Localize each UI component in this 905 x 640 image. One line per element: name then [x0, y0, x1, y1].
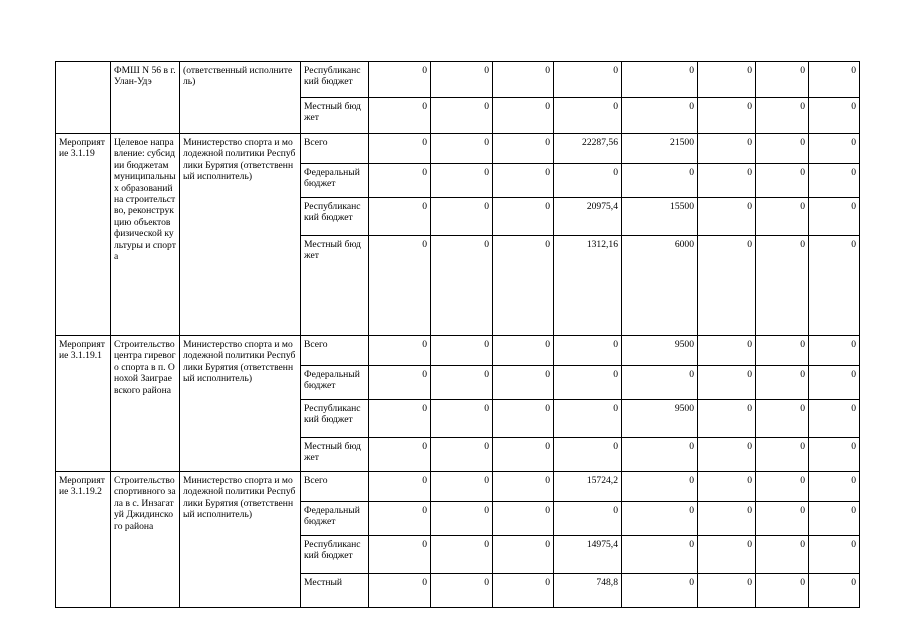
cell-value: 0 — [369, 502, 431, 536]
cell-value: 0 — [698, 98, 756, 134]
cell-value: 0 — [809, 502, 860, 536]
cell-value: 0 — [809, 536, 860, 574]
cell-value: 0 — [431, 164, 493, 198]
cell-budget-source: Всего — [301, 336, 369, 366]
cell-executor: Министерство спорта и молодежной политики Республики Бурятия (ответственный исполнитель) — [180, 336, 301, 472]
cell-value: 0 — [369, 198, 431, 236]
cell-value: 0 — [809, 366, 860, 400]
cell-value: 0 — [756, 134, 809, 164]
table-row — [56, 134, 860, 164]
cell-activity: Мероприятие 3.1.19.2 — [56, 472, 111, 608]
cell-value: 0 — [493, 502, 554, 536]
cell-value: 0 — [809, 472, 860, 502]
cell-value: 0 — [431, 472, 493, 502]
cell-value: 9500 — [622, 336, 698, 366]
cell-value: 0 — [369, 574, 431, 608]
cell-value: 15500 — [622, 198, 698, 236]
budget-table — [55, 61, 860, 608]
cell-value: 0 — [369, 472, 431, 502]
cell-value: 15724,2 — [554, 472, 622, 502]
cell-value: 0 — [369, 98, 431, 134]
cell-value: 0 — [698, 536, 756, 574]
cell-value: 0 — [756, 236, 809, 336]
cell-budget-source: Федеральный бюджет — [301, 164, 369, 198]
cell-budget-source: Всего — [301, 472, 369, 502]
cell-value: 0 — [431, 134, 493, 164]
cell-value: 0 — [698, 164, 756, 198]
cell-value: 0 — [493, 536, 554, 574]
cell-name: Строительство спортивного зала в с. Инзагатуй Джидинского района — [111, 472, 180, 608]
cell-value: 0 — [622, 164, 698, 198]
cell-value: 0 — [493, 164, 554, 198]
cell-value: 0 — [698, 574, 756, 608]
cell-value: 20975,4 — [554, 198, 622, 236]
cell-value: 0 — [756, 336, 809, 366]
cell-value: 0 — [493, 198, 554, 236]
cell-value: 0 — [622, 366, 698, 400]
cell-value: 0 — [622, 502, 698, 536]
cell-value: 0 — [493, 366, 554, 400]
cell-value: 0 — [756, 472, 809, 502]
cell-value: 0 — [809, 62, 860, 98]
cell-value: 0 — [369, 438, 431, 472]
cell-budget-source: Федеральный бюджет — [301, 366, 369, 400]
cell-value: 0 — [698, 502, 756, 536]
cell-value: 0 — [493, 62, 554, 98]
cell-value: 0 — [756, 574, 809, 608]
cell-value: 21500 — [622, 134, 698, 164]
cell-budget-source: Местный бюджет — [301, 438, 369, 472]
cell-value: 0 — [431, 198, 493, 236]
cell-value: 0 — [431, 438, 493, 472]
cell-value: 9500 — [622, 400, 698, 438]
cell-name: Целевое направление: субсидии бюджетам муниципальных образований на строительство, реконструкцию объектов физической культуры и спорта — [111, 134, 180, 336]
cell-value: 0 — [369, 236, 431, 336]
cell-budget-source: Федеральный бюджет — [301, 502, 369, 536]
cell-value: 1312,16 — [554, 236, 622, 336]
cell-value: 0 — [698, 198, 756, 236]
cell-value: 0 — [698, 400, 756, 438]
cell-value: 0 — [369, 134, 431, 164]
cell-value: 0 — [493, 472, 554, 502]
cell-executor: Министерство спорта и молодежной политики Республики Бурятия (ответственный исполнитель) — [180, 472, 301, 608]
cell-executor: (ответственный исполнитель) — [180, 62, 301, 134]
table-row — [56, 336, 860, 366]
cell-value: 748,8 — [554, 574, 622, 608]
cell-value: 0 — [698, 236, 756, 336]
cell-activity — [56, 62, 111, 134]
cell-value: 0 — [431, 574, 493, 608]
cell-value: 0 — [369, 164, 431, 198]
cell-value: 0 — [493, 134, 554, 164]
cell-value: 0 — [756, 366, 809, 400]
cell-value: 0 — [369, 336, 431, 366]
cell-value: 0 — [554, 400, 622, 438]
cell-value: 0 — [431, 502, 493, 536]
cell-value: 0 — [756, 164, 809, 198]
cell-value: 0 — [698, 472, 756, 502]
cell-value: 0 — [756, 438, 809, 472]
cell-value: 0 — [809, 164, 860, 198]
cell-value: 0 — [369, 400, 431, 438]
cell-budget-source: Всего — [301, 134, 369, 164]
cell-value: 0 — [698, 62, 756, 98]
cell-value: 0 — [493, 236, 554, 336]
cell-value: 0 — [756, 62, 809, 98]
cell-budget-source: Республиканский бюджет — [301, 62, 369, 98]
cell-value: 0 — [756, 502, 809, 536]
cell-value: 0 — [809, 236, 860, 336]
cell-value: 0 — [369, 62, 431, 98]
cell-budget-source: Местный бюджет — [301, 98, 369, 134]
cell-value: 0 — [369, 536, 431, 574]
cell-value: 0 — [431, 400, 493, 438]
cell-name: Строительство центра гиревого спорта в п. Онохой Заиграевского района — [111, 336, 180, 472]
cell-value: 0 — [809, 134, 860, 164]
cell-value: 0 — [493, 98, 554, 134]
cell-value: 0 — [809, 400, 860, 438]
cell-value: 0 — [622, 62, 698, 98]
cell-value: 0 — [809, 336, 860, 366]
cell-value: 0 — [622, 438, 698, 472]
cell-value: 0 — [554, 62, 622, 98]
cell-value: 0 — [431, 236, 493, 336]
cell-value: 0 — [493, 400, 554, 438]
cell-budget-source: Республиканский бюджет — [301, 400, 369, 438]
cell-value: 0 — [622, 536, 698, 574]
cell-value: 0 — [698, 336, 756, 366]
cell-activity: Мероприятие 3.1.19.1 — [56, 336, 111, 472]
cell-value: 0 — [756, 536, 809, 574]
cell-value: 0 — [756, 400, 809, 438]
cell-value: 0 — [756, 98, 809, 134]
cell-value: 0 — [554, 336, 622, 366]
cell-value: 0 — [493, 438, 554, 472]
cell-value: 14975,4 — [554, 536, 622, 574]
cell-value: 0 — [369, 366, 431, 400]
cell-value: 0 — [809, 198, 860, 236]
cell-value: 0 — [809, 574, 860, 608]
cell-value: 0 — [493, 336, 554, 366]
cell-budget-source: Местный бюджет — [301, 236, 369, 336]
cell-value: 0 — [698, 438, 756, 472]
cell-value: 0 — [431, 366, 493, 400]
cell-budget-source: Республиканский бюджет — [301, 198, 369, 236]
cell-value: 0 — [622, 472, 698, 502]
cell-value: 0 — [698, 366, 756, 400]
cell-value: 0 — [622, 574, 698, 608]
cell-value: 0 — [431, 336, 493, 366]
cell-value: 0 — [809, 98, 860, 134]
cell-value: 0 — [554, 502, 622, 536]
table-row — [56, 472, 860, 502]
cell-value: 6000 — [622, 236, 698, 336]
cell-value: 22287,56 — [554, 134, 622, 164]
cell-budget-source: Республиканский бюджет — [301, 536, 369, 574]
cell-value: 0 — [493, 574, 554, 608]
cell-value: 0 — [622, 98, 698, 134]
cell-value: 0 — [554, 366, 622, 400]
cell-value: 0 — [809, 438, 860, 472]
table-row — [56, 62, 860, 98]
cell-name: ФМШ N 56 в г. Улан-Удэ — [111, 62, 180, 134]
cell-value: 0 — [431, 62, 493, 98]
cell-value: 0 — [431, 536, 493, 574]
cell-value: 0 — [554, 438, 622, 472]
cell-value: 0 — [698, 134, 756, 164]
cell-value: 0 — [756, 198, 809, 236]
cell-activity: Мероприятие 3.1.19 — [56, 134, 111, 336]
cell-value: 0 — [554, 164, 622, 198]
cell-budget-source: Местный — [301, 574, 369, 608]
cell-value: 0 — [431, 98, 493, 134]
cell-executor: Министерство спорта и молодежной политики Республики Бурятия (ответственный исполнитель) — [180, 134, 301, 336]
cell-value: 0 — [554, 98, 622, 134]
